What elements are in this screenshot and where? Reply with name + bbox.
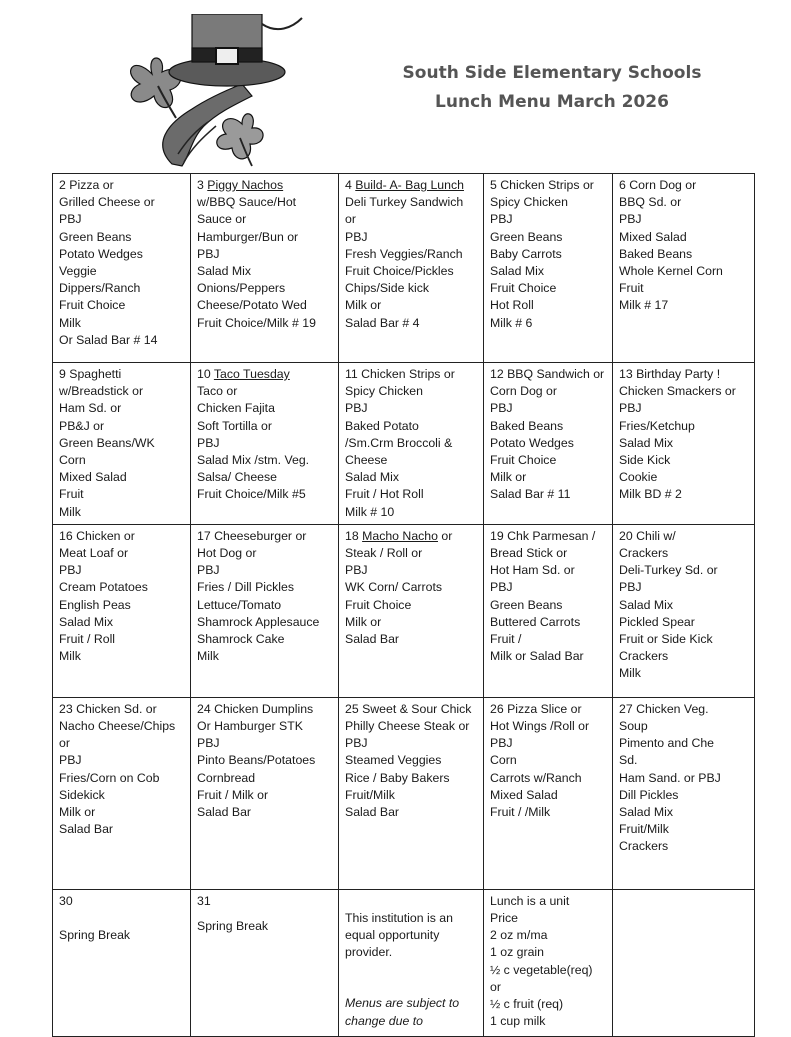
menu-line: Ham Sd. or: [59, 401, 122, 416]
day-cell-24: [191, 697, 339, 889]
menu-line: Hot Ham Sd. or: [490, 563, 575, 578]
menu-line: Salad Bar: [59, 822, 114, 837]
menu-line: Fruit Choice/Milk # 19: [197, 315, 316, 330]
menu-line: PBJ: [619, 401, 642, 416]
menu-line: Deli Turkey Sandwich: [345, 195, 464, 210]
spacer: [197, 910, 332, 918]
menu-line: Fruit Choice/Pickles: [345, 264, 454, 279]
menu-line: 16 Chicken or: [59, 528, 135, 543]
menu-line: Baked Beans: [619, 246, 693, 261]
menu-line: Fruit / /Milk: [490, 805, 551, 820]
menu-line: Baked Potato: [345, 418, 419, 433]
menu-line: Salad Mix: [197, 264, 251, 279]
day-cell-11: [339, 363, 484, 525]
menu-line: Spicy Chicken: [345, 384, 423, 399]
unit-price-cell: [484, 889, 613, 1036]
menu-line: Corn: [59, 453, 86, 468]
menu-line: 11 Chicken Strips or: [345, 367, 455, 381]
menu-line: Salad Mix: [619, 435, 673, 450]
spacer: [59, 910, 184, 927]
menu-line: PBJ: [59, 753, 82, 768]
menu-line: 17 Cheeseburger or: [197, 528, 307, 543]
spacer: [345, 893, 477, 910]
menu-line: 25 Sweet & Sour Chick: [345, 701, 472, 716]
notice-line: ½ c fruit (req): [490, 997, 564, 1012]
menu-line: Potato Wedges: [490, 435, 574, 450]
week-row: [53, 363, 755, 525]
menu-line: Milk or: [490, 470, 527, 485]
menu-line: Cheese: [345, 453, 388, 468]
special-title: Macho Nacho: [362, 528, 438, 543]
menu-line: Salad Mix: [345, 470, 399, 485]
menu-line: Spring Break: [59, 928, 131, 943]
menu-line: Nacho Cheese/Chips: [59, 719, 176, 734]
day-cell-18: [339, 524, 484, 697]
menu-line: Spring Break: [197, 919, 269, 934]
menu-line: Fruit Choice: [345, 597, 412, 612]
menu-line: or: [345, 212, 356, 227]
menu-line: Hot Wings /Roll or: [490, 719, 590, 734]
notice-line: provider.: [345, 945, 393, 960]
menu-line: Green Beans/WK: [59, 435, 155, 450]
menu-line: PBJ: [619, 580, 642, 595]
notice-line: change due to: [345, 1013, 423, 1028]
menu-line: Salad Mix /stm. Veg.: [197, 453, 310, 468]
day-cell-26: [484, 697, 613, 889]
menu-line: PBJ: [197, 246, 220, 261]
day-cell-23: [53, 697, 191, 889]
special-title: Piggy Nachos: [207, 178, 284, 192]
day-cell-9: [53, 363, 191, 525]
week-row: [53, 697, 755, 889]
menu-line: Corn Dog or: [490, 384, 557, 399]
menu-line: Sidekick: [59, 787, 105, 802]
menu-line: Milk # 17: [619, 298, 669, 313]
menu-line: 12 BBQ Sandwich or: [490, 367, 605, 381]
lunch-menu-calendar: [52, 173, 755, 1037]
menu-line: Fruit or Side Kick: [619, 632, 713, 647]
menu-line: WK Corn/ Carrots: [345, 580, 443, 595]
menu-line: Fruit Choice: [59, 298, 126, 313]
menu-line: Milk: [197, 649, 219, 664]
menu-line: Cornbread: [197, 770, 256, 785]
spacer: [345, 961, 477, 995]
menu-line: Mixed Salad: [490, 787, 558, 802]
menu-line: Milk: [59, 649, 81, 664]
menu-line: PBJ: [59, 563, 82, 578]
menu-line: Fruit /: [490, 632, 522, 647]
day-cell-6: [613, 174, 755, 363]
menu-line: 5 Chicken Strips or: [490, 178, 594, 192]
day-number: 18: [345, 528, 359, 543]
menu-line: Milk BD # 2: [619, 487, 682, 502]
menu-line: Salad Bar # 4: [345, 315, 420, 330]
day-number: 3: [197, 178, 204, 192]
menu-line: PBJ: [619, 212, 642, 227]
menu-line: Green Beans: [490, 597, 563, 612]
menu-line: Or Hamburger STK: [197, 719, 303, 734]
menu-line: Salad Bar: [197, 805, 252, 820]
menu-line: w/BBQ Sauce/Hot: [197, 195, 297, 210]
menu-line: PBJ: [490, 580, 513, 595]
day-cell-17: [191, 524, 339, 697]
notice-line: ½ c vegetable(req): [490, 962, 593, 977]
day-cell-13: [613, 363, 755, 525]
day-cell-5: [484, 174, 613, 363]
menu-line: 26 Pizza Slice or: [490, 701, 582, 716]
menu-line: Veggie: [59, 264, 97, 279]
menu-line: Cheese/Potato Wed: [197, 298, 307, 313]
leprechaun-hat-clover-logo: [112, 14, 312, 174]
menu-line: Dill Pickles: [619, 787, 679, 802]
menu-line: PBJ: [345, 401, 368, 416]
menu-line: 9 Spaghetti: [59, 367, 122, 381]
menu-line: Salad Bar: [345, 805, 400, 820]
menu-line: PBJ: [490, 401, 513, 416]
menu-line: 2 Pizza or: [59, 178, 114, 192]
menu-line: Fruit / Roll: [59, 632, 116, 647]
notice-line: or: [490, 979, 501, 994]
menu-line: Carrots w/Ranch: [490, 770, 582, 785]
menu-line: PB&J or: [59, 418, 105, 433]
menu-line: Ham Sand. or PBJ: [619, 770, 721, 785]
menu-line: Buttered Carrots: [490, 614, 581, 629]
menu-line: Soft Tortilla or: [197, 418, 272, 433]
menu-line: Cookie: [619, 470, 658, 485]
menu-line: Fruit Choice: [490, 453, 557, 468]
notice-line: 1 cup milk: [490, 1014, 546, 1029]
menu-line: Fruit / Milk or: [197, 787, 269, 802]
menu-line: Fruit / Hot Roll: [345, 487, 424, 502]
menu-line: [197, 366, 332, 383]
notice-line: Menus are subject to: [345, 996, 460, 1011]
menu-line: Fruit Choice: [490, 281, 557, 296]
day-number: 30: [59, 893, 73, 908]
day-cell-20: [613, 524, 755, 697]
menu-line: PBJ: [197, 563, 220, 578]
menu-line: PBJ: [490, 736, 513, 751]
menu-line: Salad Mix: [619, 805, 673, 820]
menu-line: Fries/Corn on Cob: [59, 770, 160, 785]
menu-line: 13 Birthday Party !: [619, 367, 721, 381]
menu-line: Crackers: [619, 839, 669, 854]
menu-line: PBJ: [490, 212, 513, 227]
menu-line: Milk # 6: [490, 315, 533, 330]
menu-line: Soup: [619, 719, 648, 734]
menu-line: Milk or: [345, 298, 382, 313]
menu-line: Milk # 10: [345, 504, 395, 519]
menu-line: Crackers: [619, 546, 669, 561]
menu-line: Salad Mix: [59, 614, 113, 629]
special-title: Build- A- Bag Lunch: [355, 178, 464, 192]
menu-line: 23 Chicken Sd. or: [59, 701, 157, 716]
day-number: 31: [197, 893, 211, 908]
day-cell-25: [339, 697, 484, 889]
menu-line: 6 Corn Dog or: [619, 178, 697, 192]
menu-line: Bread Stick or: [490, 546, 568, 561]
day-cell-31: [191, 889, 339, 1036]
menu-line: Hamburger/Bun or: [197, 229, 299, 244]
menu-line: Whole Kernel Corn: [619, 264, 723, 279]
week-row: [53, 524, 755, 697]
menu-line: Hot Roll: [490, 298, 534, 313]
menu-line: PBJ: [59, 212, 82, 227]
menu-line: Pimento and Che: [619, 736, 715, 751]
notice-line: 1 oz grain: [490, 945, 545, 960]
notice-line: Lunch is a unit: [490, 893, 570, 908]
menu-line: Deli-Turkey Sd. or: [619, 563, 718, 578]
menu-line: Steamed Veggies: [345, 753, 442, 768]
menu-line: Mixed Salad: [619, 229, 687, 244]
week-row: [53, 174, 755, 363]
menu-line: Milk or: [59, 805, 96, 820]
day-cell-3: [191, 174, 339, 363]
menu-line: 27 Chicken Veg.: [619, 701, 709, 716]
notice-line: Price: [490, 911, 519, 926]
menu-line: Rice / Baby Bakers: [345, 770, 450, 785]
day-cell-4: [339, 174, 484, 363]
school-name: South Side Elementary Schools: [402, 63, 702, 83]
menu-line: Chips/Side kick: [345, 281, 430, 296]
menu-line: Milk: [59, 315, 81, 330]
day-number: 4: [345, 178, 352, 192]
menu-line: Green Beans: [490, 229, 563, 244]
menu-line: 19 Chk Parmesan /: [490, 528, 596, 543]
menu-line: [197, 177, 332, 194]
menu-line: Fruit: [619, 281, 644, 296]
special-title: Taco Tuesday: [213, 367, 290, 381]
menu-line: Potato Wedges: [59, 246, 143, 261]
menu-line: w/Breadstick or: [59, 384, 144, 399]
menu-line: [345, 528, 477, 545]
menu-line: Pickled Spear: [619, 614, 695, 629]
menu-line: Chicken Smackers or: [619, 384, 736, 399]
empty-cell: [613, 889, 755, 1036]
menu-line: Mixed Salad: [59, 470, 127, 485]
menu-line: Green Beans: [59, 229, 132, 244]
menu-line: Salad Bar # 11: [490, 487, 571, 502]
day-number: 10: [197, 367, 211, 381]
menu-line: Shamrock Cake: [197, 632, 285, 647]
menu-line: Fruit/Milk: [345, 787, 395, 802]
notice-cell: [339, 889, 484, 1036]
menu-line: Taco or: [197, 384, 238, 399]
menu-line: Crackers: [619, 649, 669, 664]
menu-line: PBJ: [345, 736, 368, 751]
menu-text: or: [437, 528, 453, 543]
menu-line: PBJ: [345, 563, 368, 578]
menu-line: Pinto Beans/Potatoes: [197, 753, 316, 768]
menu-line: Dippers/Ranch: [59, 281, 141, 296]
menu-line: Philly Cheese Steak or: [345, 719, 470, 734]
menu-line: Spicy Chicken: [490, 195, 568, 210]
menu-line: /Sm.Crm Broccoli &: [345, 435, 453, 450]
day-cell-10: [191, 363, 339, 525]
week-row: [53, 889, 755, 1036]
menu-line: Side Kick: [619, 453, 671, 468]
menu-line: Milk: [619, 666, 641, 681]
menu-line: Hot Dog or: [197, 546, 257, 561]
menu-line: Shamrock Applesauce: [197, 614, 320, 629]
notice-line: 2 oz m/ma: [490, 928, 548, 943]
menu-line: 20 Chili w/: [619, 528, 676, 543]
menu-line: or: [59, 736, 70, 751]
menu-line: Grilled Cheese or: [59, 195, 155, 210]
day-cell-12: [484, 363, 613, 525]
notice-line: This institution is an: [345, 910, 453, 925]
menu-line: [345, 177, 477, 194]
menu-line: Fries / Dill Pickles: [197, 580, 295, 595]
menu-line: Fruit Choice/Milk #5: [197, 487, 306, 502]
menu-line: Milk or: [345, 614, 382, 629]
menu-line: BBQ Sd. or: [619, 195, 682, 210]
menu-line: Chicken Fajita: [197, 401, 275, 416]
menu-line: Meat Loaf or: [59, 546, 129, 561]
menu-line: Or Salad Bar # 14: [59, 332, 158, 347]
menu-line: Sd.: [619, 753, 638, 768]
menu-line: Salsa/ Cheese: [197, 470, 277, 485]
menu-line: PBJ: [197, 435, 220, 450]
menu-title: Lunch Menu March 2026: [435, 92, 669, 112]
menu-line: Salad Mix: [490, 264, 544, 279]
menu-line: Onions/Peppers: [197, 281, 286, 296]
menu-line: Steak / Roll or: [345, 546, 423, 561]
menu-line: English Peas: [59, 597, 131, 612]
day-cell-30: [53, 889, 191, 1036]
day-cell-27: [613, 697, 755, 889]
menu-line: Corn: [490, 753, 517, 768]
menu-line: PBJ: [197, 736, 220, 751]
menu-line: Lettuce/Tomato: [197, 597, 282, 612]
menu-line: Sauce or: [197, 212, 247, 227]
menu-line: Fruit/Milk: [619, 822, 669, 837]
menu-line: Salad Mix: [619, 597, 673, 612]
menu-line: Salad Bar: [345, 632, 400, 647]
menu-line: Baby Carrots: [490, 246, 562, 261]
menu-line: Baked Beans: [490, 418, 564, 433]
notice-line: equal opportunity: [345, 928, 440, 943]
menu-line: PBJ: [345, 229, 368, 244]
menu-line: Fries/Ketchup: [619, 418, 695, 433]
menu-line: Fresh Veggies/Ranch: [345, 246, 463, 261]
menu-line: Cream Potatoes: [59, 580, 148, 595]
menu-line: Milk: [59, 504, 81, 519]
menu-line: Fruit: [59, 487, 84, 502]
menu-line: 24 Chicken Dumplins: [197, 701, 314, 716]
day-cell-16: [53, 524, 191, 697]
menu-line: Milk or Salad Bar: [490, 649, 584, 664]
day-cell-19: [484, 524, 613, 697]
day-cell-2: [53, 174, 191, 363]
